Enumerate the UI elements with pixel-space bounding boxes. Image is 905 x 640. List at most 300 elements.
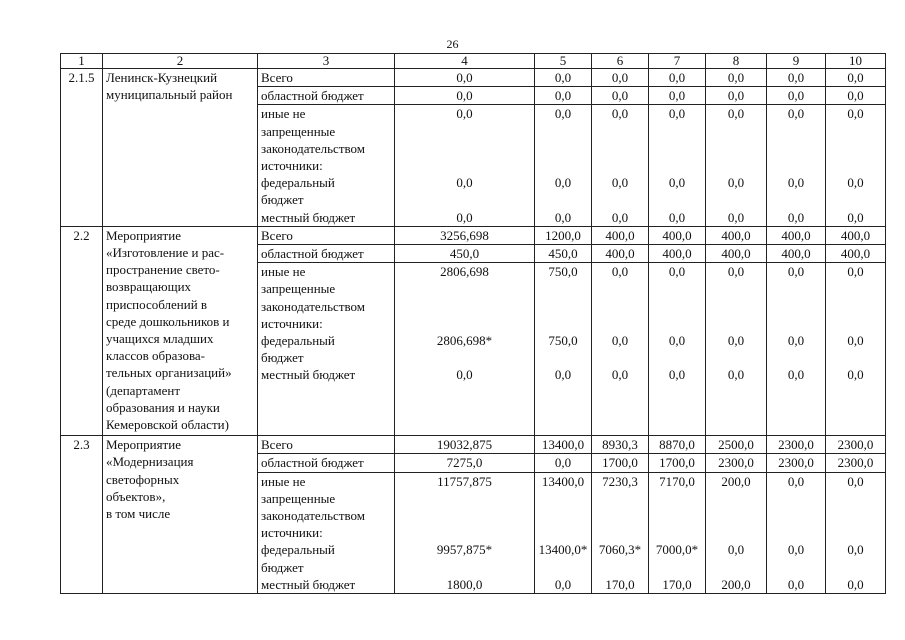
value-cell: 2300,0	[706, 454, 767, 472]
value: 0,0	[668, 333, 686, 348]
spacer	[770, 191, 822, 208]
spacer	[829, 140, 882, 157]
spacer	[829, 280, 882, 297]
value-cell	[826, 472, 886, 593]
spacer	[709, 349, 763, 366]
spacer	[398, 123, 531, 140]
value: 750,0	[548, 333, 578, 348]
spacer	[538, 123, 588, 140]
value-cell: 400,0	[649, 226, 706, 244]
value: 0,0	[787, 542, 805, 558]
spacer	[398, 490, 531, 507]
spacer	[652, 524, 702, 541]
funding-source-line: федеральный	[261, 542, 335, 558]
value: 7170,0	[659, 473, 695, 489]
value-cell: 8870,0	[649, 436, 706, 454]
funding-source-line: федеральный	[261, 175, 335, 191]
value-cell	[535, 263, 592, 436]
value: 200,0	[721, 576, 751, 592]
value-cell	[535, 472, 592, 593]
spacer	[829, 559, 882, 576]
spacer	[709, 524, 763, 541]
funding-source	[258, 454, 395, 472]
row-number: 2.3	[61, 436, 103, 594]
value: 0,0	[847, 576, 864, 592]
funding-source-line: законодательством	[261, 298, 366, 314]
funding-source-line: запрещенные	[261, 123, 336, 139]
value-cell: 0,0	[535, 69, 592, 87]
event-description-line: (департамент	[106, 382, 181, 398]
value-cell: 0,0	[395, 69, 535, 87]
column-header: 9	[767, 54, 826, 69]
value-cell	[706, 105, 767, 226]
value: 0,0	[787, 576, 805, 592]
spacer	[770, 384, 822, 401]
value: 0,0	[456, 175, 473, 191]
value-cell: 400,0	[706, 226, 767, 244]
spacer	[770, 490, 822, 507]
spacer	[595, 191, 645, 208]
spacer	[261, 384, 391, 401]
value-cell: 450,0	[395, 245, 535, 263]
spacer	[398, 418, 531, 435]
value: 0,0	[727, 542, 745, 558]
value-cell	[706, 263, 767, 436]
value: 0,0	[554, 106, 572, 122]
value-cell: 2300,0	[826, 436, 886, 454]
event-description-line: пространение свето-	[106, 262, 220, 278]
value: 13400,0*	[538, 542, 588, 558]
spacer	[709, 315, 763, 332]
value: 0,0	[554, 576, 572, 592]
spacer	[829, 315, 882, 332]
value-cell	[767, 105, 826, 226]
spacer	[652, 157, 702, 174]
funding-source-line: областной бюджет	[261, 88, 364, 104]
value-cell	[535, 105, 592, 226]
spacer	[398, 315, 531, 332]
spacer	[829, 384, 882, 401]
spacer	[829, 507, 882, 524]
spacer	[398, 507, 531, 524]
value-cell	[395, 105, 535, 226]
value-cell: 0,0	[767, 69, 826, 87]
spacer	[595, 123, 645, 140]
spacer	[398, 384, 531, 401]
spacer	[829, 123, 882, 140]
event-description	[103, 69, 258, 227]
event-description-line: возвращающих	[106, 279, 192, 295]
value: 0,0	[787, 367, 805, 383]
value: 0,0	[727, 367, 745, 383]
spacer	[709, 418, 763, 435]
value-cell	[592, 263, 649, 436]
value: 0,0	[456, 106, 473, 122]
event-description-line: Мероприятие	[106, 227, 181, 243]
value: 750,0	[548, 264, 578, 280]
value-cell	[592, 472, 649, 593]
value: 0,0	[787, 175, 805, 191]
funding-source	[258, 87, 395, 105]
value: 0,0	[847, 542, 864, 558]
event-description-line: образования и науки	[106, 399, 220, 415]
value-cell: 0,0	[767, 87, 826, 105]
spacer	[652, 315, 702, 332]
value-cell: 400,0	[767, 226, 826, 244]
page-number: 26	[446, 37, 459, 51]
value-cell: 0,0	[649, 69, 706, 87]
value: 0,0	[787, 106, 805, 122]
value: 0,0	[727, 175, 745, 191]
spacer	[595, 298, 645, 315]
spacer	[595, 559, 645, 576]
spacer	[538, 384, 588, 401]
spacer	[652, 349, 702, 366]
spacer	[261, 401, 391, 418]
value: 0,0	[847, 175, 864, 191]
value: 0,0	[611, 106, 629, 122]
value: 0,0	[611, 264, 629, 280]
column-header: 10	[826, 54, 886, 69]
funding-source-line: бюджет	[261, 192, 304, 208]
spacer	[398, 524, 531, 541]
spacer	[538, 507, 588, 524]
value-cell	[826, 263, 886, 436]
value: 0,0	[787, 473, 805, 489]
value: 0,0	[668, 175, 686, 191]
funding-source-line: федеральный	[261, 333, 335, 349]
spacer	[398, 157, 531, 174]
value: 0,0	[611, 175, 629, 191]
event-description	[103, 436, 258, 594]
funding-source-line: запрещенные	[261, 490, 336, 506]
spacer	[652, 507, 702, 524]
value: 0,0	[727, 106, 745, 122]
spacer	[829, 418, 882, 435]
spacer	[829, 349, 882, 366]
spacer	[770, 559, 822, 576]
funding-source-line: источники:	[261, 158, 323, 174]
spacer	[829, 524, 882, 541]
funding-source-line: местный бюджет	[261, 367, 356, 383]
value: 0,0	[668, 264, 686, 280]
value-cell	[592, 105, 649, 226]
value: 170,0	[662, 576, 692, 592]
spacer	[709, 157, 763, 174]
spacer	[538, 401, 588, 418]
funding-source	[258, 263, 395, 436]
spacer	[538, 280, 588, 297]
spacer	[538, 349, 588, 366]
value-cell: 1700,0	[592, 454, 649, 472]
value: 0,0	[611, 367, 629, 383]
spacer	[652, 401, 702, 418]
column-header: 1	[61, 54, 103, 69]
value-cell: 400,0	[826, 226, 886, 244]
value: 0,0	[668, 367, 686, 383]
funding-source-line: бюджет	[261, 559, 304, 575]
spacer	[709, 298, 763, 315]
value: 0,0	[727, 333, 745, 348]
spacer	[538, 524, 588, 541]
funding-source-line: бюджет	[261, 350, 304, 366]
value-cell: 400,0	[767, 245, 826, 263]
spacer	[398, 140, 531, 157]
funding-source-line: Всего	[261, 437, 293, 453]
value: 0,0	[668, 106, 686, 122]
event-description-line: «Изготовление и рас-	[106, 245, 225, 261]
event-description-line: в том числе	[106, 506, 171, 522]
spacer	[538, 140, 588, 157]
value-cell: 400,0	[826, 245, 886, 263]
spacer	[595, 507, 645, 524]
value: 13400,0	[541, 473, 585, 489]
spacer	[770, 280, 822, 297]
spacer	[829, 490, 882, 507]
event-description-line: тельных организаций»	[106, 365, 232, 381]
funding-source-line: иные не	[261, 106, 306, 122]
value-cell: 2300,0	[767, 436, 826, 454]
value: 0,0	[611, 209, 629, 225]
column-header: 6	[592, 54, 649, 69]
spacer	[595, 524, 645, 541]
funding-source-line: иные не	[261, 473, 306, 489]
value: 0,0	[787, 264, 805, 280]
spacer	[652, 490, 702, 507]
event-description-line: Ленинск-Кузнецкий	[106, 70, 218, 85]
value: 0,0	[456, 367, 473, 383]
event-description	[103, 226, 258, 435]
value-cell: 8930,3	[592, 436, 649, 454]
value-cell: 0,0	[826, 69, 886, 87]
funding-source	[258, 69, 395, 87]
spacer	[595, 384, 645, 401]
value-cell	[649, 472, 706, 593]
spacer	[538, 559, 588, 576]
funding-source-line: областной бюджет	[261, 455, 364, 471]
funding-source-line: источники:	[261, 315, 323, 331]
spacer	[538, 298, 588, 315]
funding-source	[258, 436, 395, 454]
value: 9957,875*	[436, 542, 493, 558]
table-row	[61, 69, 886, 87]
value: 7230,3	[602, 473, 638, 489]
spacer	[595, 157, 645, 174]
funding-source-line: областной бюджет	[261, 246, 364, 262]
spacer	[595, 401, 645, 418]
spacer	[829, 401, 882, 418]
value-cell: 1200,0	[535, 226, 592, 244]
event-description-line: светофорных	[106, 471, 180, 487]
spacer	[652, 140, 702, 157]
funding-source-line: источники:	[261, 525, 323, 541]
value: 0,0	[787, 209, 805, 225]
value-cell: 0,0	[706, 69, 767, 87]
funding-source	[258, 105, 395, 226]
table-body	[61, 54, 886, 594]
value: 2806,698	[440, 264, 489, 280]
value-cell: 0,0	[649, 87, 706, 105]
spacer	[595, 315, 645, 332]
table-row	[61, 226, 886, 244]
value: 0,0	[847, 367, 864, 383]
spacer	[709, 401, 763, 418]
event-description-line: классов образова-	[106, 348, 206, 364]
funding-source	[258, 226, 395, 244]
spacer	[829, 191, 882, 208]
spacer	[770, 524, 822, 541]
spacer	[398, 191, 531, 208]
value: 0,0	[847, 264, 864, 280]
value-cell	[767, 472, 826, 593]
value: 0,0	[456, 209, 473, 225]
value: 11757,875	[437, 473, 492, 489]
event-description-line: среде дошкольников и	[106, 313, 230, 329]
spacer	[652, 298, 702, 315]
value: 170,0	[605, 576, 635, 592]
funding-source	[258, 245, 395, 263]
value-cell: 0,0	[592, 87, 649, 105]
spacer	[770, 349, 822, 366]
spacer	[261, 418, 391, 435]
spacer	[709, 559, 763, 576]
value-cell: 400,0	[649, 245, 706, 263]
value-cell	[826, 105, 886, 226]
spacer	[709, 490, 763, 507]
spacer	[538, 191, 588, 208]
event-description-line: Мероприятие	[106, 437, 181, 453]
value-cell: 0,0	[395, 87, 535, 105]
value: 200,0	[721, 473, 751, 489]
spacer	[709, 191, 763, 208]
spacer	[398, 349, 531, 366]
value-cell	[395, 263, 535, 436]
spacer	[652, 280, 702, 297]
funding-table	[60, 53, 886, 594]
value: 0,0	[847, 209, 864, 225]
spacer	[652, 559, 702, 576]
spacer	[538, 315, 588, 332]
value-cell	[395, 472, 535, 593]
table-row	[61, 436, 886, 454]
value: 2806,698*	[436, 333, 493, 348]
value: 1800,0	[446, 576, 483, 592]
funding-source-line: законодательством	[261, 140, 366, 156]
value-cell: 13400,0	[535, 436, 592, 454]
spacer	[595, 349, 645, 366]
funding-source-line: иные не	[261, 264, 306, 280]
value-cell	[706, 472, 767, 593]
spacer	[652, 191, 702, 208]
funding-source-line: Всего	[261, 227, 293, 243]
spacer	[709, 280, 763, 297]
event-description-line: учащихся младших	[106, 331, 214, 347]
value-cell: 7275,0	[395, 454, 535, 472]
funding-source-line: местный бюджет	[261, 209, 356, 225]
column-header: 8	[706, 54, 767, 69]
spacer	[829, 298, 882, 315]
column-header: 7	[649, 54, 706, 69]
spacer	[398, 298, 531, 315]
column-header: 4	[395, 54, 535, 69]
value: 0,0	[554, 175, 572, 191]
value-cell: 3256,698	[395, 226, 535, 244]
spacer	[652, 418, 702, 435]
spacer	[398, 559, 531, 576]
funding-source	[258, 472, 395, 593]
spacer	[538, 490, 588, 507]
value-cell	[649, 263, 706, 436]
event-description-line: объектов»,	[106, 488, 166, 504]
spacer	[538, 418, 588, 435]
value-cell	[649, 105, 706, 226]
value-cell: 2300,0	[767, 454, 826, 472]
row-number: 2.1.5	[61, 69, 103, 227]
value-cell: 0,0	[706, 87, 767, 105]
value-cell	[767, 263, 826, 436]
column-header: 5	[535, 54, 592, 69]
value-cell: 400,0	[706, 245, 767, 263]
spacer	[770, 401, 822, 418]
value: 0,0	[554, 367, 572, 383]
spacer	[709, 140, 763, 157]
value-cell: 19032,875	[395, 436, 535, 454]
value-cell: 1700,0	[649, 454, 706, 472]
value: 7060,3*	[598, 542, 642, 558]
spacer	[709, 507, 763, 524]
value-cell: 0,0	[592, 69, 649, 87]
value: 0,0	[787, 333, 805, 348]
value: 0,0	[611, 333, 629, 348]
spacer	[538, 157, 588, 174]
value-cell: 400,0	[592, 245, 649, 263]
spacer	[398, 401, 531, 418]
event-description-line: «Модернизация	[106, 454, 194, 470]
funding-source-line: Всего	[261, 70, 293, 85]
value: 0,0	[847, 333, 864, 348]
value-cell: 0,0	[535, 454, 592, 472]
spacer	[595, 140, 645, 157]
event-description-line: муниципальный район	[106, 87, 233, 103]
spacer	[595, 490, 645, 507]
column-header: 2	[103, 54, 258, 69]
spacer	[398, 280, 531, 297]
funding-source-line: законодательством	[261, 508, 366, 524]
column-header: 3	[258, 54, 395, 69]
value-cell: 450,0	[535, 245, 592, 263]
spacer	[709, 123, 763, 140]
event-description-line: Кемеровской области)	[106, 417, 229, 433]
spacer	[770, 315, 822, 332]
spacer	[770, 418, 822, 435]
value: 0,0	[727, 209, 745, 225]
value: 0,0	[554, 209, 572, 225]
value-cell: 0,0	[535, 87, 592, 105]
spacer	[652, 123, 702, 140]
event-description-line: приспособлений в	[106, 296, 208, 312]
row-number: 2.2	[61, 226, 103, 435]
funding-source-line: запрещенные	[261, 281, 336, 297]
value-cell: 400,0	[592, 226, 649, 244]
spacer	[709, 384, 763, 401]
value: 0,0	[668, 209, 686, 225]
spacer	[652, 384, 702, 401]
spacer	[770, 157, 822, 174]
funding-source-line: местный бюджет	[261, 576, 356, 592]
value-cell: 2300,0	[826, 454, 886, 472]
spacer	[770, 140, 822, 157]
spacer	[829, 157, 882, 174]
